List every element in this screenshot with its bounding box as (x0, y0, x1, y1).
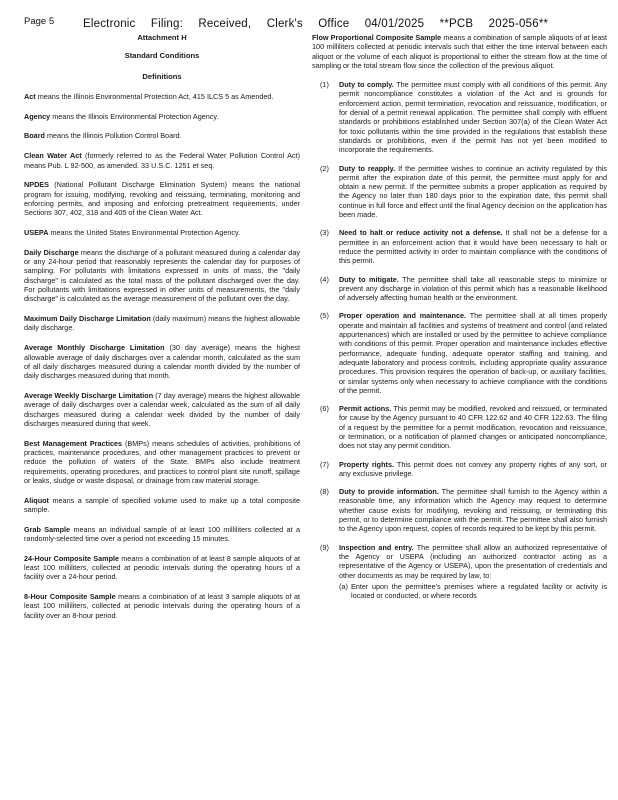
condition-text: The permittee shall furnish to the Agency within a reasonable time, any information which the Agency may request to determine whether cause exists for modifying, revoking and reissuing, or terminating this permit, or to determine compliance with the permit. The permittee shall also furnish to the Agency upon request, copies of records required to be kept by this permit. (339, 487, 607, 534)
condition-need-to-halt (312, 228, 607, 265)
condition-number: (5) (320, 311, 329, 321)
condition-text: The permittee must comply with all conditions of this permit. Any permit noncompliance constitutes a violation of the Act and is grounds for enforcement action, permit termination, revocation and reissuance, modification, or for denial of a permit renewal application. The permittee shall comply with effluent standards or prohibitions established under Section 307(a) of the Clean Water Act for toxic pollutants within the time provided in the regulations that establish these standards or prohibitions, even if the permit has not yet been modified to incorporate the requirements. (339, 80, 607, 155)
left-column (24, 33, 300, 631)
definition-text: means the Illinois Pollution Control Board. (44, 131, 182, 141)
definition-usepa (24, 228, 300, 237)
definition-term: Flow Proportional Composite Sample (312, 33, 442, 42)
condition-title: Need to halt or reduce activity not a defense. (339, 228, 503, 238)
right-column (312, 33, 607, 609)
definition-term: Agency (24, 111, 51, 121)
condition-text: If the permittee wishes to continue an activity regulated by this permit after the expiration date of this permit, the permittee must apply for and obtain a new permit. If the permittee submits a proper application as required by the Agency no later than 180 days prior to the expiration date, this permit shall continue in full force and effect until the final Agency decision on the application has been made. (339, 163, 608, 220)
definition-text: means an individual sample of at least 100 milliliters collected at a randomly-selected time over a period not exceeding 15 minutes. (24, 524, 300, 543)
standard-conditions-heading: Standard Conditions (124, 51, 200, 61)
condition-property-rights (312, 460, 607, 479)
condition-duty-to-reapply (312, 164, 607, 220)
definition-grab-sample (24, 525, 300, 544)
definition-text: means the Illinois Environmental Protection Act, 415 ILCS 5 as Amended. (35, 91, 274, 101)
condition-title: Proper operation and maintenance. (339, 311, 467, 321)
definitions-heading: Definitions (142, 71, 182, 81)
condition-title: Property rights. (339, 459, 394, 469)
definition-text: (7 day average) means the highest allowable average of daily discharges over a calendar week, calculated as the sum of all daily discharges measured during a calendar week divided by the number of daily discharges measured during that week. (24, 390, 301, 428)
condition-number: (8) (320, 487, 329, 497)
definition-text: means a combination of at least 8 sample aliquots of at least 100 milliliters, collected at periodic intervals during the operating hours of a facility over a 24-hour period. (24, 553, 301, 582)
definition-text: means a combination of at least 3 sample aliquots of at least 100 milliliters, collected at periodic intervals during the operating hours of a facility over an 8-hour period. (24, 592, 301, 620)
definition-term: Aliquot (24, 495, 49, 505)
definition-term: Maximum Daily Discharge Limitation (24, 314, 151, 324)
filing-stamp-text: Electronic Filing: Received, Clerk's Office 04/01/2025 **PCB 2025-056** (83, 18, 549, 30)
definition-act (24, 92, 300, 101)
condition-duty-to-comply (312, 80, 607, 154)
definition-term: 24-Hour Composite Sample (24, 553, 120, 563)
definition-text: means a sample of specified volume used to make up a total composite sample. (24, 495, 300, 514)
definition-24-hour-composite (24, 554, 300, 582)
definition-term: 8-Hour Composite Sample (24, 592, 116, 602)
condition-text: The permittee shall at all times properly operate and maintain all facilities and systems of treatment and control (and related appurtenances) which are installed or used by the permittee to achieve compliance with conditions of this permit. Proper operation and maintenance includes effective performance, adequate funding, adequate operator staffing and training, and adequate laboratory and process controls, including appropriate quality assurance procedures. This provision requires the operation of back-up, or auxiliary facilities, or similar systems only when necessary to achieve compliance with the conditions of the permit. (339, 311, 607, 395)
condition-text: The permittee shall take all reasonable steps to minimize or prevent any discharge in violation of this permit which has a reasonable likelihood of adversely affecting human health or the environment. (339, 274, 608, 303)
condition-text: The permittee shall allow an authorized representative of the Agency or USEPA (including an authorized contractor acting as a representative of the Agency or USEPA), upon the presentation of credentials and other documents as may be required by law, to: (339, 542, 607, 580)
definition-term: Average Weekly Discharge Limitation (24, 390, 154, 400)
definition-text: (National Pollutant Discharge Elimination System) means the national program for issuing, modifying, revoking and reissuing, terminating, monitoring and enforcing permits, and imposing and enforcing pretreatment requirements, under Sections 307, 402, 318 and 405 of the Clean Water Act. (24, 180, 300, 218)
condition-number: (7) (320, 459, 329, 469)
subitem-text: Enter upon the permittee's premises where a regulated facility or activity is located or conducted, or where records (351, 581, 607, 601)
definition-npdes (24, 180, 300, 217)
condition-title: Inspection and entry. (339, 542, 414, 552)
definition-term: Daily Discharge (24, 247, 79, 257)
definition-term: Act (24, 91, 36, 101)
definition-agency (24, 112, 300, 121)
definition-text: means the discharge of a pollutant measured during a calendar day or any 24-hour period that reasonably represents the calendar day for purposes of sampling. For pollutants with limitations expressed in units of mass, the "daily discharge" is calculated as the total mass of the pollutant discharged over the day. For pollutants with limitations expressed in other units of measurements, the "daily discharge" is calculated as the average measurement of the pollutant over the day. (24, 247, 300, 304)
page-number: Page 5 (24, 16, 55, 27)
definition-daily-discharge (24, 248, 300, 304)
condition-text: This permit does not convey any property rights of any sort, or any exclusive privilege. (339, 459, 608, 478)
definition-average-weekly (24, 391, 300, 428)
definition-text: (daily maximum) means the highest allowable daily discharge. (24, 314, 300, 333)
condition-number: (1) (320, 80, 329, 90)
attachment-heading: Attachment H (137, 33, 187, 42)
definition-clean-water-act (24, 151, 300, 170)
condition-duty-to-mitigate (312, 275, 607, 303)
definition-term: Grab Sample (24, 524, 71, 534)
definition-term: Average Monthly Discharge Limitation (24, 343, 165, 353)
definition-bmps (24, 439, 300, 485)
condition-proper-operation (312, 311, 607, 395)
condition-inspection-and-entry (312, 543, 607, 601)
condition-title: Duty to reapply. (339, 163, 396, 173)
definition-text: (formerly referred to as the Federal Water Pollution Control Act) means Pub. L 92-500, as amended. 33 U.S.C. 1251 et seq. (24, 151, 301, 170)
condition-title: Duty to provide information. (339, 487, 439, 497)
condition-text: It shall not be a defense for a permittee in an enforcement action that it would have been necessary to halt or reduce the permitted activity in order to maintain compliance with the conditions of this permit. (339, 228, 607, 266)
definition-term: NPDES (24, 180, 49, 190)
condition-text: This permit may be modified, revoked and reissued, or terminated for cause by the Agency pursuant to 40 CFR 122.62 and 40 CFR 122.63. The filing of a request by the permittee for a permit modification, revocation and reissuance, or termination, or a notification of planned changes or anticipated noncompliance, does not stay any permit condition. (339, 404, 607, 451)
condition-number: (2) (320, 163, 329, 173)
definition-8-hour-composite (24, 592, 300, 620)
definition-text: means the United States Environmental Protection Agency. (48, 228, 241, 238)
definition-term: Board (24, 131, 45, 141)
definition-term: Best Management Practices (24, 438, 123, 448)
condition-title: Permit actions. (339, 404, 392, 414)
definition-average-monthly (24, 343, 300, 380)
condition-number: (9) (320, 542, 329, 552)
condition-number: (6) (320, 404, 329, 414)
condition-title: Duty to comply. (339, 80, 394, 90)
definition-text: (30 day average) means the highest allowable average of daily discharges over a calendar month, calculated as the sum of all daily discharges measured during a calendar month divided by the number of daily discharges measured during that month. (24, 343, 300, 381)
condition-number: (3) (320, 228, 329, 238)
subitem-number: (a) (339, 581, 348, 591)
definition-text: means the Illinois Environmental Protection Agency. (50, 111, 219, 121)
condition-duty-to-provide-info (312, 487, 607, 533)
definition-flow-proportional (312, 33, 607, 70)
definition-text: means a combination of sample aliquots of at least 100 milliliters collected at periodic intervals such that either the time interval between each aliquot or the volume of each aliquot is proportional to either the stream flow at the time of sampling or the total stream flow since the collection of the previous aliquot. (312, 33, 607, 70)
definition-text: (BMPs) means schedules of activities, prohibitions of practices, maintenance procedures, and other management practices to prevent or reduce the pollution of waters of the State. BMPs also include treatment requirements, operating procedures, and practices to control plant site runoff, spillage or leaks, sludge or waste disposal, or drainage from raw material storage. (24, 438, 300, 485)
definition-aliquot (24, 496, 300, 515)
condition-title: Duty to mitigate. (339, 274, 399, 284)
definition-maximum-daily (24, 314, 300, 333)
condition-subitem (339, 582, 607, 601)
condition-permit-actions (312, 404, 607, 450)
definition-term: Clean Water Act (24, 151, 82, 161)
definition-term: USEPA (24, 228, 49, 238)
condition-number: (4) (320, 274, 329, 284)
definition-board (24, 131, 300, 140)
